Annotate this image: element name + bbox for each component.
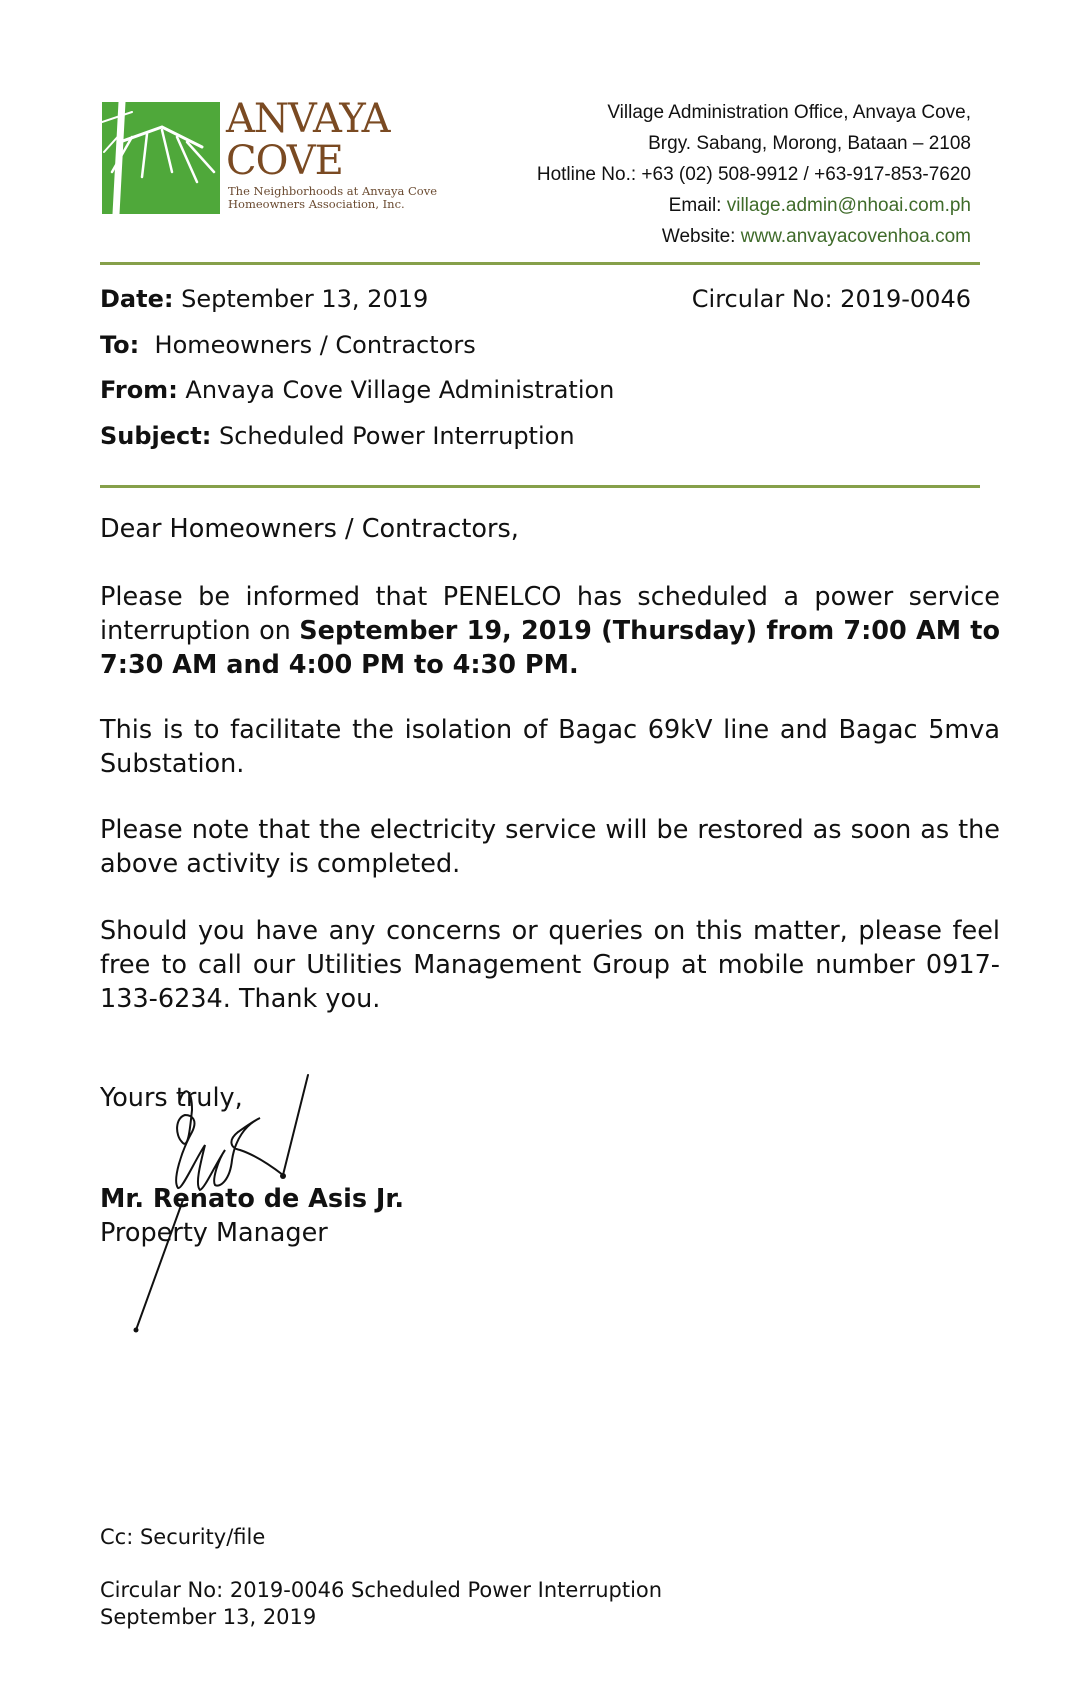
logo-tagline-line2: Homeowners Association, Inc. xyxy=(228,197,405,211)
circular-number: Circular No: 2019-0046 xyxy=(691,285,971,313)
date-line xyxy=(100,285,428,313)
footer-reference-line2: September 13, 2019 xyxy=(100,1605,317,1629)
signatory-title: Property Manager xyxy=(100,1218,328,1248)
website-line xyxy=(662,226,971,248)
subject-value: Scheduled Power Interruption xyxy=(211,422,575,450)
from-line xyxy=(100,376,614,404)
subject-label: Subject: xyxy=(100,422,212,450)
logo-title xyxy=(226,98,390,182)
valediction: Yours truly, xyxy=(100,1083,243,1113)
email-label: Email: xyxy=(668,195,727,216)
to-label: To: xyxy=(100,331,140,359)
email-link[interactable]: village.admin@nhoai.com.ph xyxy=(726,195,971,216)
date-label: Date: xyxy=(100,285,174,313)
logo-title-line2: COVE xyxy=(226,138,343,184)
schedule-bold: September 19, 2019 (Thursday) from 7:00 AM to 7:30 AM and 4:00 PM to 4:30 PM. xyxy=(100,616,1001,680)
to-line xyxy=(100,331,476,359)
subject-line xyxy=(100,422,575,450)
paragraph-purpose: This is to facilitate the isolation of Bagac 69kV line and Bagac 5mva Substation. xyxy=(100,715,1000,779)
footer-reference-line1: Circular No: 2019-0046 Scheduled Power Interruption xyxy=(100,1578,663,1602)
address-line1: Village Administration Office, Anvaya Cove, xyxy=(607,102,971,123)
from-label: From: xyxy=(100,376,178,404)
signature-icon xyxy=(120,1070,320,1350)
paragraph-schedule xyxy=(100,580,1000,682)
paragraph-contact: Should you have any concerns or queries on this matter, please feel free to call our Utilities Management Group at mobile number 0917-133-6234. Thank you. xyxy=(100,916,1000,1014)
meta-divider xyxy=(100,485,980,488)
email-line xyxy=(669,195,971,217)
header-divider xyxy=(100,262,980,265)
bamboo-logo-icon xyxy=(102,102,220,214)
from-value: Anvaya Cove Village Administration xyxy=(177,376,615,404)
address-line2: Brgy. Sabang, Morong, Bataan – 2108 xyxy=(648,133,971,154)
website-label: Website: xyxy=(661,226,741,247)
logo-tagline xyxy=(228,185,437,211)
date-value: September 13, 2019 xyxy=(173,285,429,313)
schedule-text: Please be informed that PENELCO has scheduled a power service interruption on xyxy=(100,582,1000,646)
logo-title-line1: ANVAYA xyxy=(226,96,390,142)
cc-line: Cc: Security/file xyxy=(100,1525,266,1549)
logo xyxy=(102,96,442,214)
paragraph-restoration: Please note that the electricity service will be restored as soon as the above activity is completed. xyxy=(100,815,1000,879)
hotline: Hotline No.: +63 (02) 508-9912 / +63-917-853-7620 xyxy=(536,164,971,185)
signatory-name: Mr. Renato de Asis Jr. xyxy=(100,1184,405,1214)
website-link[interactable]: www.anvayacovenhoa.com xyxy=(740,226,971,247)
logo-tagline-line1: The Neighborhoods at Anvaya Cove xyxy=(228,184,438,198)
to-value: Homeowners / Contractors xyxy=(139,331,476,359)
salutation: Dear Homeowners / Contractors, xyxy=(100,514,519,544)
